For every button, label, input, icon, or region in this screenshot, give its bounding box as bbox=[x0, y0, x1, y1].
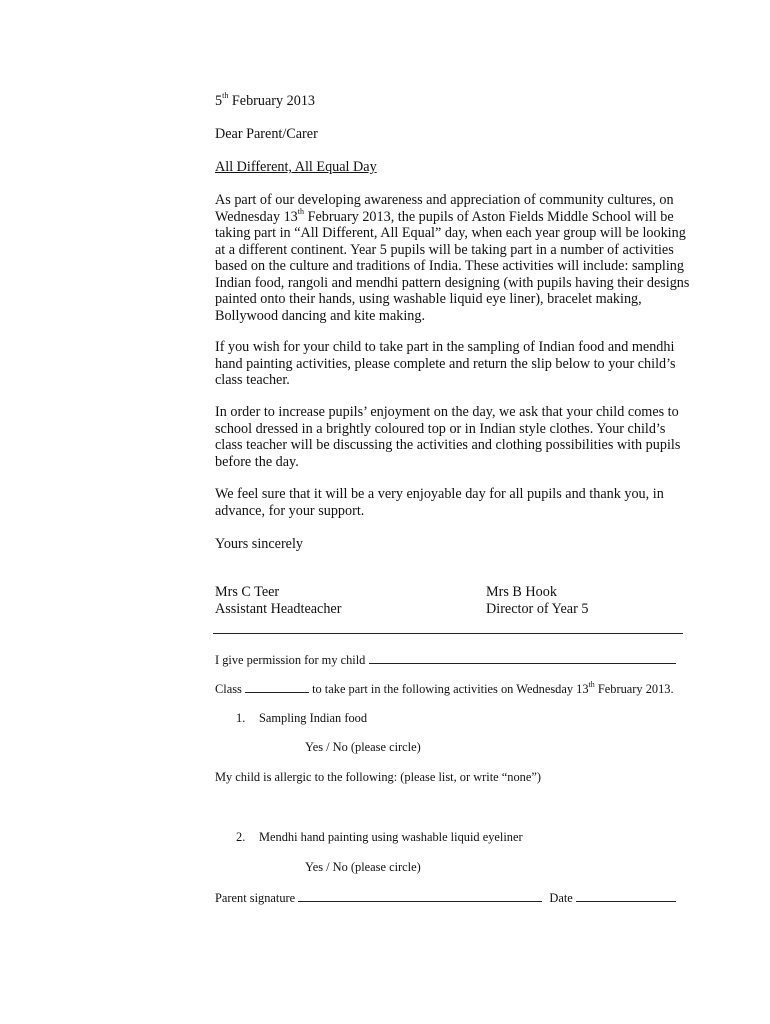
signatory-2-name: Mrs B Hook bbox=[486, 584, 557, 600]
item-2-label: Mendhi hand painting using washable liquid eyeliner bbox=[259, 830, 523, 844]
signature-line bbox=[215, 889, 676, 906]
class-label: Class bbox=[215, 682, 242, 696]
signature-field[interactable] bbox=[298, 889, 542, 902]
paragraph-3: In order to increase pupils’ enjoyment on the day, we ask that your child comes to school dressed in a brightly coloured top or in Indian style clothes. Your child’s class teacher will be discussing the activities and clothing possibilities with pupils before the day. bbox=[215, 404, 681, 470]
paragraph-2: If you wish for your child to take part in the sampling of Indian food and mendhi hand painting activities, please complete and return the slip below to your child’s class teacher. bbox=[215, 339, 676, 388]
signatory-2-role: Director of Year 5 bbox=[486, 600, 589, 617]
paragraph-1: As part of our developing awareness and appreciation of community cultures, on Wednesday 13th February 2013, the pupils of Aston Fields Middle School will be taking part in “All Different, All Equal” day, when each year group will be looking at a different continent. Year 5 pupils will be taking part in a number of activities based on the culture and traditions of India. These activities will include: sampling Indian food, rangoli and mendhi pattern designing (with pupils having their designs painted onto their hands, using washable liquid eye liner), bracelet making, Bollywood dancing and kite making. bbox=[215, 192, 690, 324]
item-1-choice[interactable]: Yes / No (please circle) bbox=[305, 740, 421, 754]
item-1-label: Sampling Indian food bbox=[259, 711, 368, 725]
signatory-1-name: Mrs C Teer bbox=[215, 584, 280, 600]
allergy-label: My child is allergic to the following: (please list, or write “none”) bbox=[215, 770, 541, 784]
signatory-2 bbox=[486, 584, 588, 617]
date-label: Date bbox=[549, 891, 573, 905]
letter-title: All Different, All Equal Day bbox=[215, 159, 377, 175]
closing: Yours sincerely bbox=[215, 536, 304, 552]
signature-label: Parent signature bbox=[215, 891, 296, 905]
permission-line bbox=[215, 651, 676, 668]
signatory-1-role: Assistant Headteacher bbox=[215, 600, 342, 617]
item-2-number: 2. bbox=[236, 830, 246, 844]
date-field[interactable] bbox=[576, 889, 676, 902]
child-name-field[interactable] bbox=[369, 651, 676, 664]
class-field[interactable] bbox=[245, 680, 309, 693]
salutation: Dear Parent/Carer bbox=[215, 126, 318, 142]
class-line: Class to take part in the following activities on Wednesday 13th February 2013. bbox=[215, 679, 674, 696]
signatory-1 bbox=[215, 584, 341, 617]
item-2-choice[interactable]: Yes / No (please circle) bbox=[305, 860, 421, 874]
item-1-number: 1. bbox=[236, 711, 246, 725]
letter-date: 5th February 2013 bbox=[215, 91, 316, 109]
permission-label: I give permission for my child bbox=[215, 653, 366, 667]
slip-divider bbox=[213, 633, 683, 634]
paragraph-4: We feel sure that it will be a very enjoyable day for all pupils and thank you, in advance, for your support. bbox=[215, 486, 664, 519]
